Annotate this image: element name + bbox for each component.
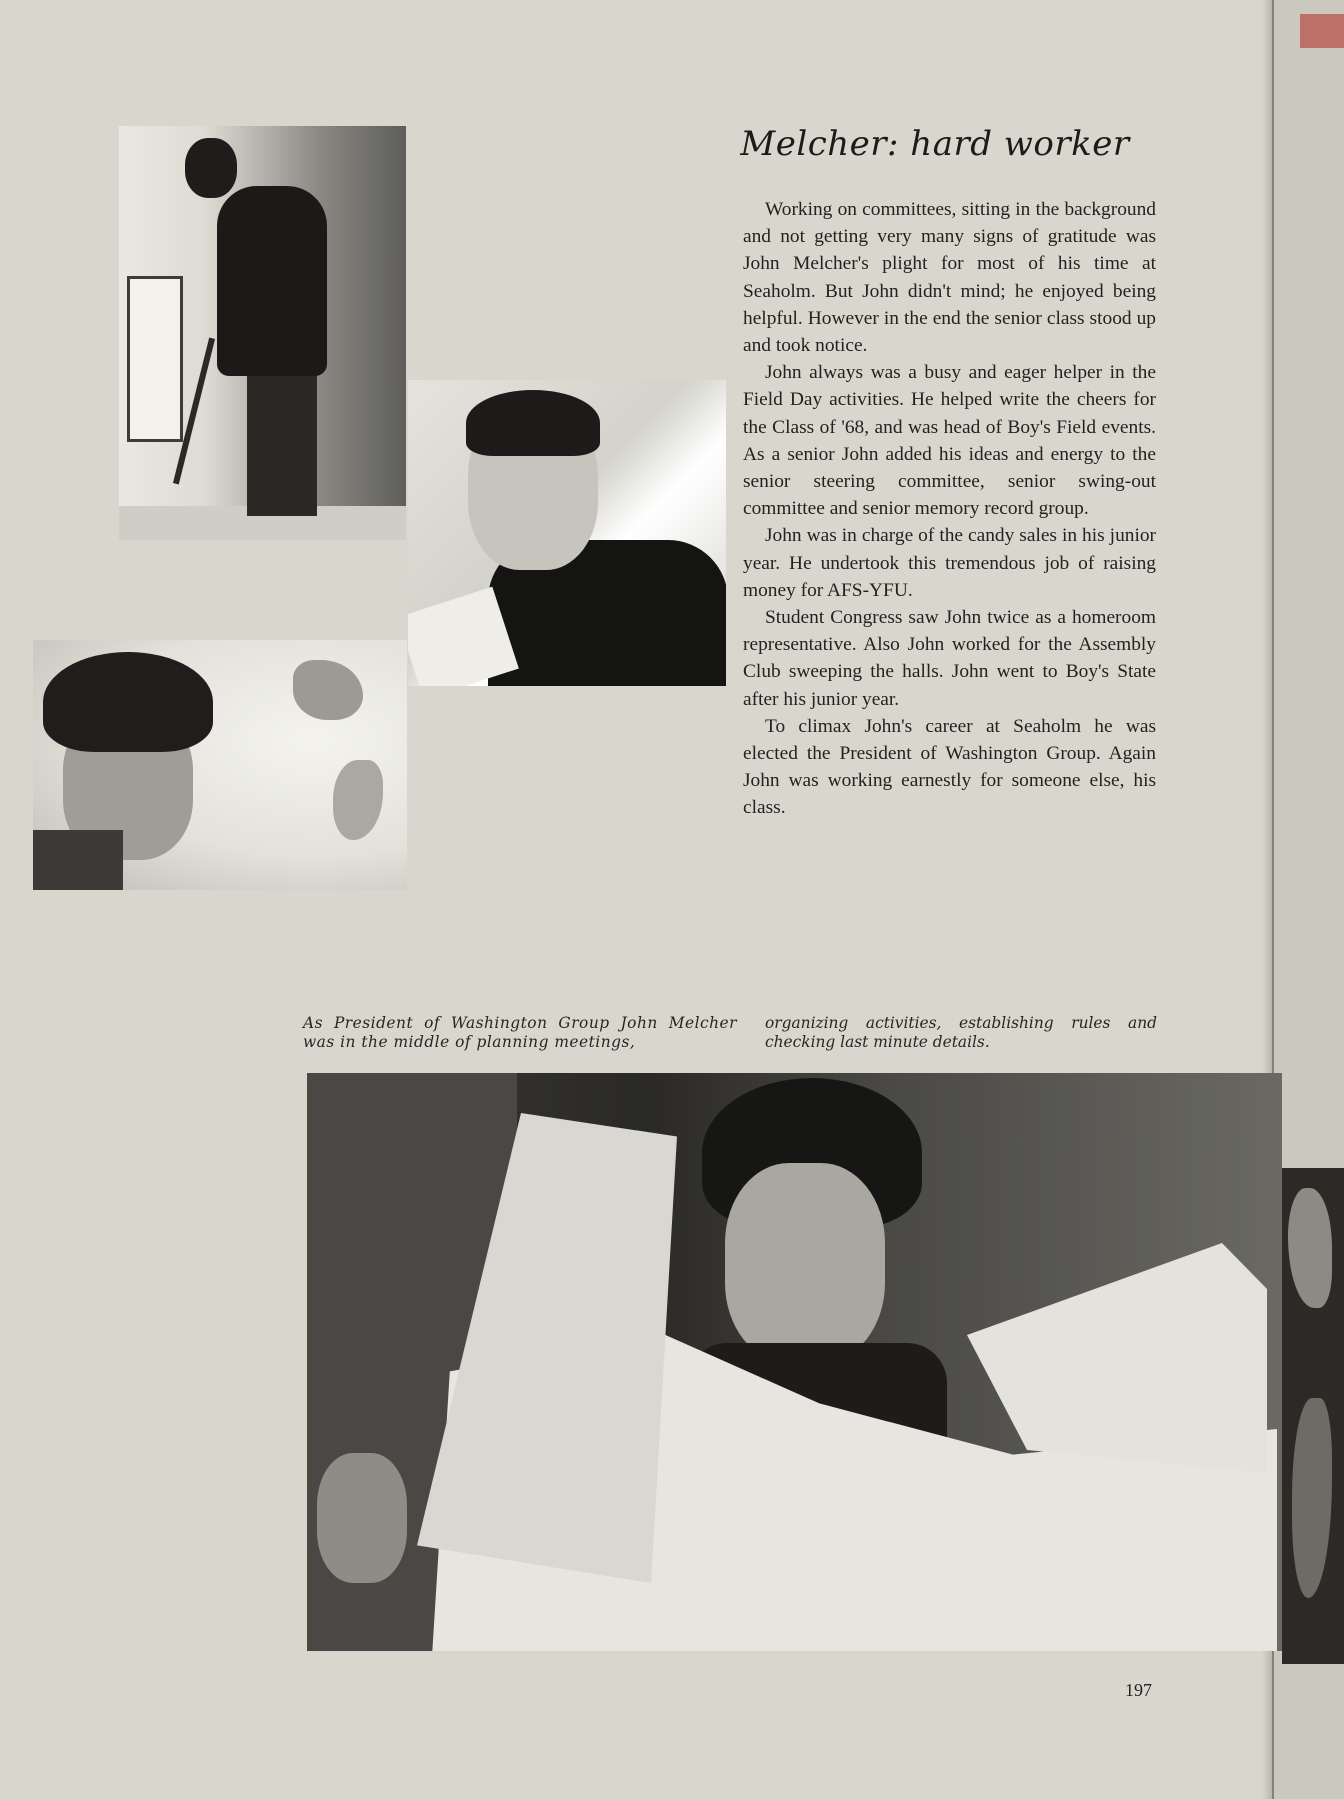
article-paragraph: To climax John's career at Seaholm he was elected the President of Washington Group. Again John was working earnestly for someone else, his class. (743, 715, 1156, 819)
photo-map-shape (293, 660, 363, 720)
photo-window (127, 276, 183, 442)
article-paragraph: Student Congress saw John twice as a homeroom representative. Also John worked for the Assembly Club sweeping the halls. John went to Boy's State after his junior year. (743, 607, 1156, 710)
photo-hair (43, 652, 213, 752)
photo-figure-legs (247, 366, 317, 516)
photo-planning-brochures (307, 1073, 1282, 1651)
photo-hand (317, 1453, 407, 1583)
next-page-photo-fragment (1282, 1168, 1344, 1664)
photo-hair (466, 390, 600, 456)
photo-map-shape (333, 760, 383, 840)
corner-mark (1300, 14, 1344, 48)
photo-collar (33, 830, 123, 890)
photo-figure-body (217, 186, 327, 376)
photo-reading-paper (408, 380, 726, 686)
photo-globe-map (33, 640, 407, 890)
article-paragraph: Working on committees, sitting in the background and not getting very many signs of gratitude was John Melcher's plight for most of his time at Seaholm. But John didn't mind; he enjoyed being helpful. However in the end the senior class stood up and took notice. (743, 199, 1156, 357)
article-paragraph: John was in charge of the candy sales in his junior year. He undertook this tremendous job of raising money for AFS-YFU. (743, 525, 1156, 601)
photo-caption-left: As President of Washington Group John Melcher was in the middle of planning meetings, (303, 1014, 737, 1051)
article-paragraph: John always was a busy and eager helper in the Field Day activities. He helped write the cheers for the Class of '68, and was head of Boy's Field events. As a senior John added his ideas and energy to the senior steering committee, senior swing-out committee and senior memory record group. (743, 362, 1156, 520)
photo-sweeping-hall (119, 126, 406, 540)
article-body (743, 196, 1156, 822)
photo-face (725, 1163, 885, 1363)
article-title: Melcher: hard worker (740, 124, 1130, 164)
photo-caption-right: organizing activities, establishing rules and checking last minute details. (765, 1014, 1157, 1051)
page-number: 197 (1125, 1680, 1152, 1700)
photo-brochure (967, 1243, 1267, 1473)
photo-figure-head (185, 138, 237, 198)
